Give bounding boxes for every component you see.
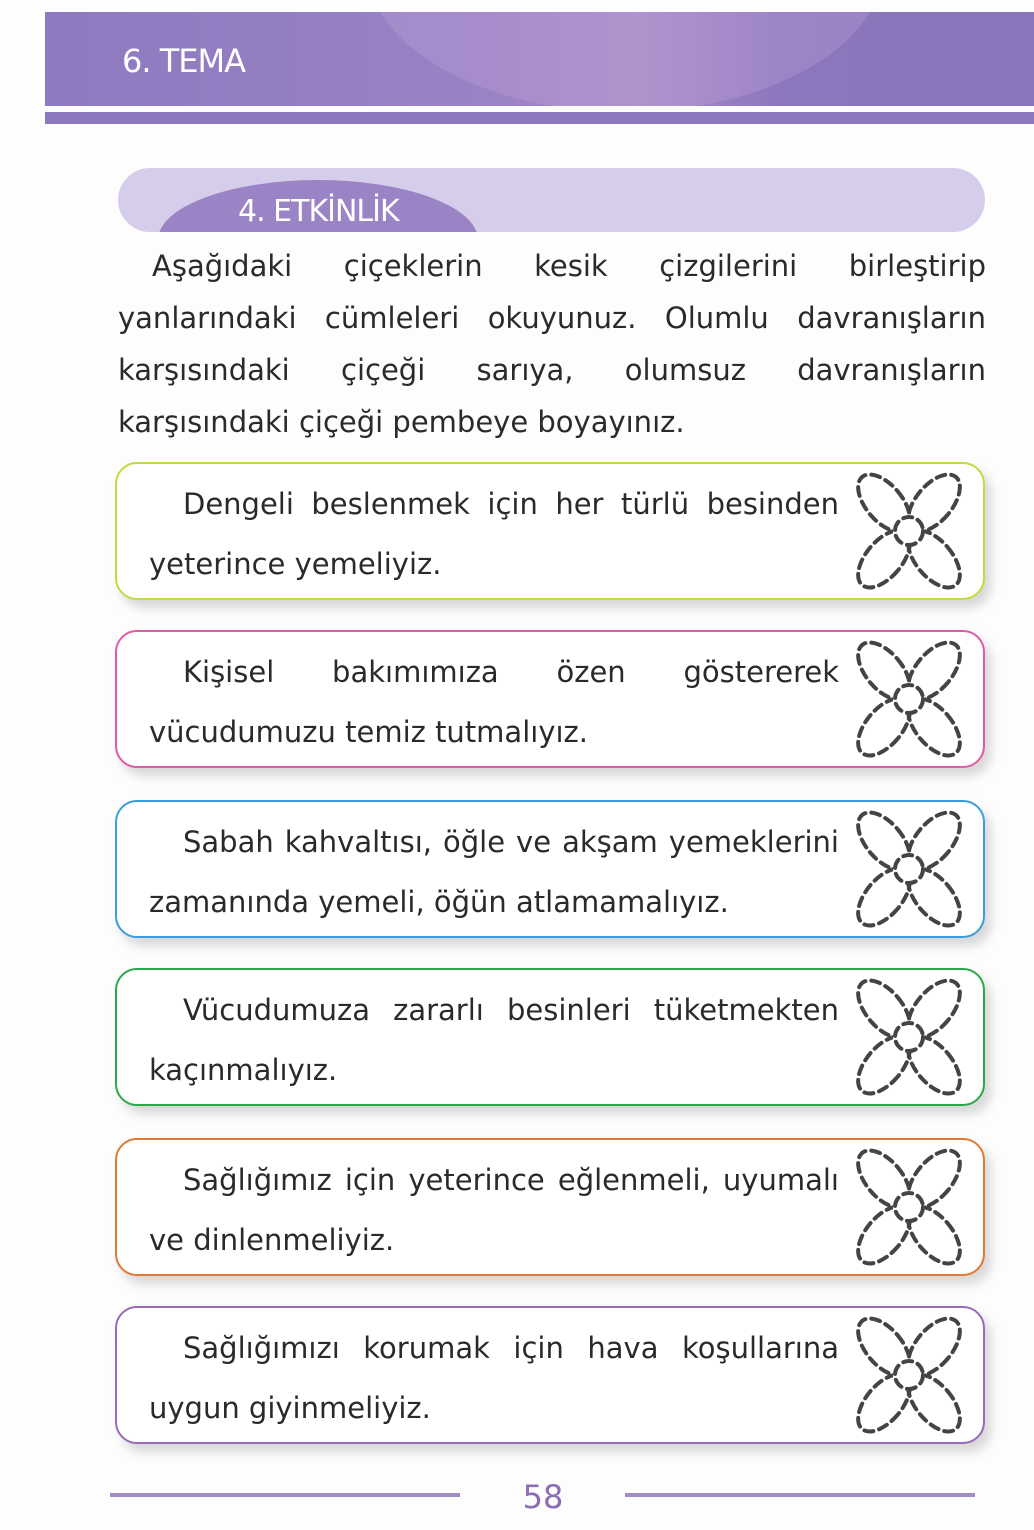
sentence-card [115,1138,985,1276]
footer-line-right [625,1493,975,1497]
activity-instructions: Aşağıdaki çiçeklerin kesik çizgilerini birleştirip yanlarındaki cümleleri okuyunuz. Olumlu davranışların karşısındaki çiçeği sarıya, olumsuz davranışların karşısındaki çiçeği pembeye boyayınız. [118,249,986,439]
sentence-card [115,1306,985,1444]
sentence-text: Vücudumuza zararlı besinleri tüketmekten kaçınmalıyız. [149,993,839,1087]
header-decoration [365,12,885,106]
sentence-card [115,968,985,1106]
sentence-text: Kişisel bakımımıza özen göstererek vücudumuzu temiz tutmalıyız. [149,655,839,749]
sentence-text: Sağlığımız için yeterince eğlenmeli, uyumalı ve dinlenmeliyiz. [149,1163,839,1257]
page-number: 58 [522,1478,564,1516]
sentence-card [115,630,985,768]
dashed-flower-icon[interactable] [849,637,969,761]
sentence-card [115,800,985,938]
theme-title: 6. TEMA [122,42,245,80]
theme-header [45,12,1034,106]
dashed-flower-icon[interactable] [849,1313,969,1437]
sentence-text: Dengeli beslenmek için her türlü besinden yeterince yemeliyiz. [149,487,839,581]
dashed-flower-icon[interactable] [849,807,969,931]
header-band [45,112,1034,124]
sentence-card [115,462,985,600]
footer-line-left [110,1493,460,1497]
activity-title: 4. ETKİNLİK [238,194,399,229]
sentence-text: Sağlığımızı korumak için hava koşullarına uygun giyinmeliyiz. [149,1331,839,1425]
dashed-flower-icon[interactable] [849,975,969,1099]
dashed-flower-icon[interactable] [849,1145,969,1269]
sentence-text: Sabah kahvaltısı, öğle ve akşam yemeklerini zamanında yemeli, öğün atlamamalıyız. [149,825,839,919]
activity-banner [118,168,985,232]
dashed-flower-icon[interactable] [849,469,969,593]
